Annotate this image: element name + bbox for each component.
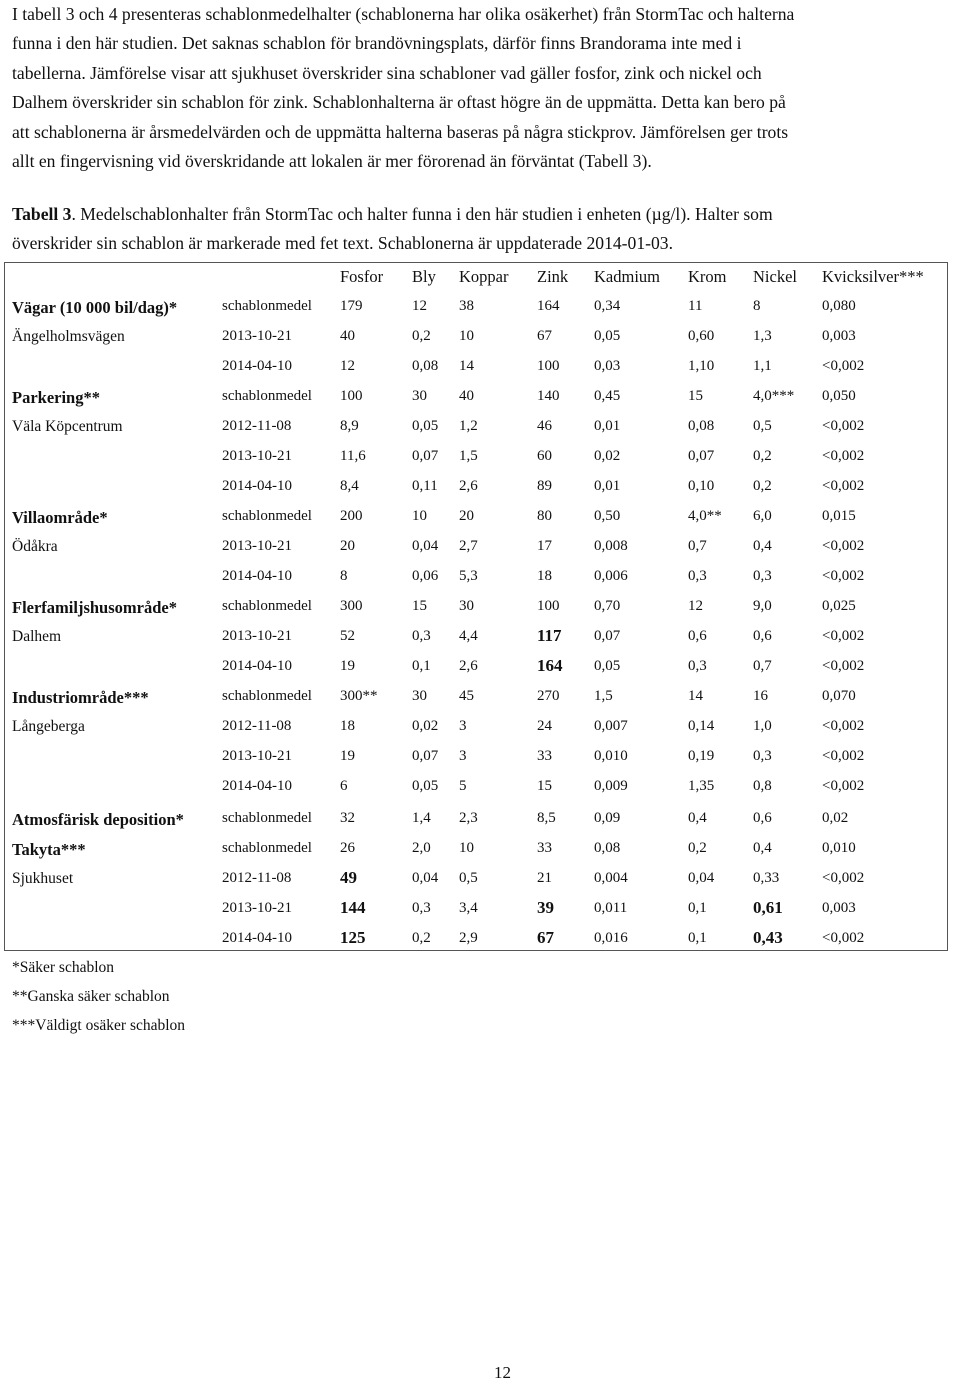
table-cell: 8,9 — [340, 418, 359, 434]
table-cell: 67 — [537, 328, 552, 344]
table-cell: 3 — [459, 718, 467, 734]
table-cell: <0,002 — [822, 658, 865, 674]
row-date: schablonmedel — [222, 810, 312, 826]
table-cell: 0,5 — [459, 870, 478, 886]
table-cell: 3 — [459, 748, 467, 764]
table-cell: <0,002 — [822, 448, 865, 464]
table-cell: 1,10 — [688, 358, 715, 374]
table-cell: 49 — [340, 868, 357, 887]
table-cell: 0,2 — [753, 478, 772, 494]
table-cell: 0,008 — [594, 538, 628, 554]
row-date: 2013-10-21 — [222, 900, 292, 916]
row-category: Väla Köpcentrum — [12, 418, 123, 435]
table-cell: <0,002 — [822, 478, 865, 494]
table-cell: 0,080 — [822, 298, 856, 314]
table-cell: 0,19 — [688, 748, 715, 764]
row-date: schablonmedel — [222, 598, 312, 614]
footnote: **Ganska säker schablon — [12, 988, 170, 1005]
table-cell: 15 — [688, 388, 703, 404]
column-header: Nickel — [753, 267, 797, 286]
table-caption — [12, 200, 952, 259]
table-cell: 0,1 — [688, 900, 707, 916]
table-cell: 100 — [537, 598, 560, 614]
table-cell: 0,050 — [822, 388, 856, 404]
table-cell: 0,5 — [753, 418, 772, 434]
table-cell: 0,4 — [753, 538, 772, 554]
table-cell: 24 — [537, 718, 552, 734]
table-cell: <0,002 — [822, 778, 865, 794]
table-cell: 0,08 — [412, 358, 439, 374]
table-cell: 6,0 — [753, 508, 772, 524]
row-category: Atmosfärisk deposition* — [12, 810, 184, 829]
table-cell: 0,003 — [822, 328, 856, 344]
table-cell: 0,05 — [594, 658, 621, 674]
table-cell: 0,05 — [412, 778, 439, 794]
table-cell: 40 — [340, 328, 355, 344]
table-cell: 8,5 — [537, 810, 556, 826]
table-cell: 0,6 — [753, 810, 772, 826]
table-cell: 2,9 — [459, 930, 478, 946]
table-cell: 1,0 — [753, 718, 772, 734]
table-cell: 164 — [537, 656, 563, 675]
table-cell: 300** — [340, 688, 378, 704]
table-cell: 270 — [537, 688, 560, 704]
table-cell: 4,0** — [688, 508, 722, 524]
table-cell: 140 — [537, 388, 560, 404]
table-cell: 0,61 — [753, 898, 783, 917]
table-cell: 164 — [537, 298, 560, 314]
table-cell: 0,070 — [822, 688, 856, 704]
row-category: Ödåkra — [12, 538, 58, 555]
table-cell: <0,002 — [822, 930, 865, 946]
column-header: Kadmium — [594, 267, 660, 286]
row-category: Flerfamiljshusområde* — [12, 598, 177, 617]
table-cell: <0,002 — [822, 538, 865, 554]
row-date: 2012-11-08 — [222, 718, 292, 734]
table-cell: 0,43 — [753, 928, 783, 947]
table-cell: 0,3 — [412, 628, 431, 644]
table-cell: 2,3 — [459, 810, 478, 826]
row-date: 2013-10-21 — [222, 748, 292, 764]
table-cell: 2,7 — [459, 538, 478, 554]
table-cell: 5,3 — [459, 568, 478, 584]
row-date: 2012-11-08 — [222, 870, 292, 886]
row-category: Dalhem — [12, 628, 62, 645]
table-cell: 67 — [537, 928, 554, 947]
table-cell: 0,04 — [688, 870, 715, 886]
table-cell: 9,0 — [753, 598, 772, 614]
table-cell: 0,03 — [594, 358, 621, 374]
table-cell: 40 — [459, 388, 474, 404]
table-cell: 0,8 — [753, 778, 772, 794]
table-cell: 89 — [537, 478, 552, 494]
row-date: 2013-10-21 — [222, 538, 292, 554]
table-cell: 0,05 — [412, 418, 439, 434]
table-cell: 0,45 — [594, 388, 621, 404]
table-cell: 0,004 — [594, 870, 628, 886]
table-cell: 30 — [412, 388, 427, 404]
table-cell: 4,0*** — [753, 388, 795, 404]
table-cell: 0,01 — [594, 418, 621, 434]
row-date: schablonmedel — [222, 388, 312, 404]
table-cell: 17 — [537, 538, 552, 554]
table-cell: 0,3 — [688, 568, 707, 584]
table-cell: 38 — [459, 298, 474, 314]
table-cell: 0,60 — [688, 328, 715, 344]
table-cell: 0,6 — [753, 628, 772, 644]
row-date: 2013-10-21 — [222, 628, 292, 644]
table-cell: 30 — [459, 598, 474, 614]
intro-line: Dalhem överskrider sin schablon för zink. Schablonhalterna är oftast högre än de uppmätta. Detta kan bero på — [12, 92, 786, 113]
table-cell: 8 — [753, 298, 761, 314]
column-header: Bly — [412, 267, 436, 286]
table-cell: 0,02 — [822, 810, 849, 826]
table-cell: 20 — [340, 538, 355, 554]
table-cell: 6 — [340, 778, 348, 794]
table-cell: 8 — [340, 568, 348, 584]
footnote: *Säker schablon — [12, 959, 115, 976]
intro-paragraph — [12, 0, 952, 176]
table-cell: 10 — [459, 840, 474, 856]
table-cell: 200 — [340, 508, 363, 524]
caption-line-2: överskrider sin schablon är markerade med fet text. Schablonerna är uppdaterade 2014-01-03. — [12, 233, 673, 254]
table-cell: 0,007 — [594, 718, 628, 734]
table-cell: 117 — [537, 626, 562, 645]
table-cell: 10 — [459, 328, 474, 344]
table-cell: 12 — [688, 598, 703, 614]
row-category: Takyta*** — [12, 840, 86, 859]
table-cell: 0,04 — [412, 870, 439, 886]
row-category: Ängelholmsvägen — [12, 328, 125, 345]
table-cell: 26 — [340, 840, 355, 856]
table-cell: 19 — [340, 748, 355, 764]
table-cell: 12 — [412, 298, 427, 314]
table-cell: 0,10 — [688, 478, 715, 494]
table-cell: 0,015 — [822, 508, 856, 524]
table-cell: 45 — [459, 688, 474, 704]
table-cell: 14 — [459, 358, 474, 374]
table-cell: 0,08 — [688, 418, 715, 434]
row-date: 2013-10-21 — [222, 328, 292, 344]
row-date: 2014-04-10 — [222, 778, 292, 794]
table-cell: 0,011 — [594, 900, 628, 916]
table-cell: 11,6 — [340, 448, 366, 464]
row-category: Parkering** — [12, 388, 100, 407]
table-cell: 1,4 — [412, 810, 431, 826]
table-cell: 0,2 — [753, 448, 772, 464]
row-category: Långeberga — [12, 718, 85, 735]
table-cell: 32 — [340, 810, 355, 826]
table-cell: 0,4 — [753, 840, 772, 856]
table-cell: 0,07 — [412, 448, 439, 464]
table-cell: 1,5 — [594, 688, 613, 704]
intro-line: att schablonerna är årsmedelvärden och de uppmätta halterna baseras på några stickprov. Jämförelsen ger trots — [12, 121, 789, 142]
table-cell: 0,010 — [822, 840, 856, 856]
table-cell: 14 — [688, 688, 703, 704]
row-category: Villaområde* — [12, 508, 108, 527]
table-cell: 0,07 — [412, 748, 439, 764]
table-cell: 1,5 — [459, 448, 478, 464]
table-cell: <0,002 — [822, 568, 865, 584]
table-cell: 0,33 — [753, 870, 780, 886]
table-cell: 0,003 — [822, 900, 856, 916]
footnote: ***Väldigt osäker schablon — [12, 1017, 186, 1034]
table-cell: 0,3 — [753, 568, 772, 584]
table-cell: 16 — [753, 688, 768, 704]
table-cell: 18 — [537, 568, 552, 584]
table-cell: <0,002 — [822, 870, 865, 886]
table-cell: 1,3 — [753, 328, 772, 344]
table-cell: 0,010 — [594, 748, 628, 764]
table-cell: 0,009 — [594, 778, 628, 794]
table-cell: 0,07 — [594, 628, 621, 644]
table-cell: 0,025 — [822, 598, 856, 614]
table-cell: 0,08 — [594, 840, 621, 856]
table-cell: 0,3 — [753, 748, 772, 764]
table-cell: 0,05 — [594, 328, 621, 344]
table-cell: 0,016 — [594, 930, 628, 946]
table-cell: 8,4 — [340, 478, 359, 494]
table-cell: 100 — [537, 358, 560, 374]
intro-line: funna i den här studien. Det saknas schablon för brandövningsplats, därför finns Brandorama inte med i — [12, 33, 742, 54]
table-cell: 0,2 — [688, 840, 707, 856]
column-header: Koppar — [459, 267, 509, 286]
row-date: schablonmedel — [222, 508, 312, 524]
table-cell: 0,02 — [412, 718, 439, 734]
table-cell: 0,70 — [594, 598, 621, 614]
table-cell: 125 — [340, 928, 366, 947]
table-cell: 0,01 — [594, 478, 621, 494]
table-cell: 4,4 — [459, 628, 478, 644]
table-cell: 0,1 — [688, 930, 707, 946]
table-cell: 179 — [340, 298, 363, 314]
table-cell: 1,35 — [688, 778, 715, 794]
row-date: 2014-04-10 — [222, 930, 292, 946]
table-cell: 0,4 — [688, 810, 707, 826]
table-cell: 0,006 — [594, 568, 628, 584]
table-cell: 18 — [340, 718, 355, 734]
table-cell: 0,2 — [412, 930, 431, 946]
caption-text: . Medelschablonhalter från StormTac och halter funna i den här studien i enheten (µg/l). Halter som — [71, 204, 773, 224]
table-cell: <0,002 — [822, 628, 865, 644]
table-cell: 0,02 — [594, 448, 621, 464]
table-cell: 33 — [537, 840, 552, 856]
table-cell: 0,6 — [688, 628, 707, 644]
row-date: 2012-11-08 — [222, 418, 292, 434]
column-header: Fosfor — [340, 267, 384, 286]
row-category: Industriområde*** — [12, 688, 149, 707]
row-date: 2014-04-10 — [222, 658, 292, 674]
table-cell: 2,6 — [459, 478, 478, 494]
table-cell: 0,7 — [753, 658, 772, 674]
table-cell: 39 — [537, 898, 554, 917]
table-cell: 15 — [412, 598, 427, 614]
table-cell: 15 — [537, 778, 552, 794]
column-header: Kvicksilver*** — [822, 267, 924, 286]
table-cell: 1,2 — [459, 418, 478, 434]
table-cell: 0,04 — [412, 538, 439, 554]
table-cell: <0,002 — [822, 358, 865, 374]
intro-line: tabellerna. Jämförelse visar att sjukhuset överskrider sina schabloner vad gäller fosfor, zink och nickel och — [12, 62, 762, 83]
table-cell: 300 — [340, 598, 363, 614]
table-cell: 0,14 — [688, 718, 715, 734]
table-cell: 12 — [340, 358, 355, 374]
row-date: 2014-04-10 — [222, 568, 292, 584]
table-cell: <0,002 — [822, 718, 865, 734]
table-cell: 0,3 — [412, 900, 431, 916]
column-header: Zink — [537, 267, 569, 286]
table-cell: 19 — [340, 658, 355, 674]
caption-label: Tabell 3 — [12, 204, 72, 224]
table-cell: 0,7 — [688, 538, 707, 554]
table-cell: 0,09 — [594, 810, 621, 826]
table-cell: 3,4 — [459, 900, 478, 916]
column-header: Krom — [688, 267, 727, 286]
table-cell: 11 — [688, 298, 703, 314]
table-cell: 0,50 — [594, 508, 621, 524]
table-cell: 52 — [340, 628, 355, 644]
table-cell: 144 — [340, 898, 366, 917]
table-cell: 0,2 — [412, 328, 431, 344]
table-cell: 0,06 — [412, 568, 439, 584]
table-cell: 80 — [537, 508, 552, 524]
table-cell: 0,11 — [412, 478, 438, 494]
table-cell: 60 — [537, 448, 552, 464]
table-cell: 1,1 — [753, 358, 772, 374]
caption-line-1 — [12, 200, 952, 229]
table-cell: 2,0 — [412, 840, 431, 856]
row-date: 2014-04-10 — [222, 358, 292, 374]
table-cell: 0,07 — [688, 448, 715, 464]
row-category: Vägar (10 000 bil/dag)* — [12, 298, 178, 317]
row-date: 2013-10-21 — [222, 448, 292, 464]
row-date: schablonmedel — [222, 840, 312, 856]
table-cell: 20 — [459, 508, 474, 524]
row-category: Sjukhuset — [12, 870, 74, 887]
table-cell: 0,3 — [688, 658, 707, 674]
row-date: 2014-04-10 — [222, 478, 292, 494]
table-cell: 5 — [459, 778, 467, 794]
table-cell: <0,002 — [822, 418, 865, 434]
intro-line: allt en fingervisning vid överskridande att lokalen är mer förorenad än förväntat (Tabell 3). — [12, 151, 652, 172]
table-cell: 33 — [537, 748, 552, 764]
table-cell: <0,002 — [822, 748, 865, 764]
table-cell: 100 — [340, 388, 363, 404]
table-cell: 30 — [412, 688, 427, 704]
row-date: schablonmedel — [222, 688, 312, 704]
table-cell: 21 — [537, 870, 552, 886]
table-cell: 2,6 — [459, 658, 478, 674]
row-date: schablonmedel — [222, 298, 312, 314]
page-number: 12 — [494, 1363, 511, 1382]
table-cell: 0,1 — [412, 658, 431, 674]
table-cell: 0,34 — [594, 298, 621, 314]
table-cell: 10 — [412, 508, 427, 524]
intro-line: I tabell 3 och 4 presenteras schablonmedelhalter (schablonerna har olika osäkerhet) från StormTac och halterna — [12, 4, 795, 24]
table-cell: 46 — [537, 418, 552, 434]
